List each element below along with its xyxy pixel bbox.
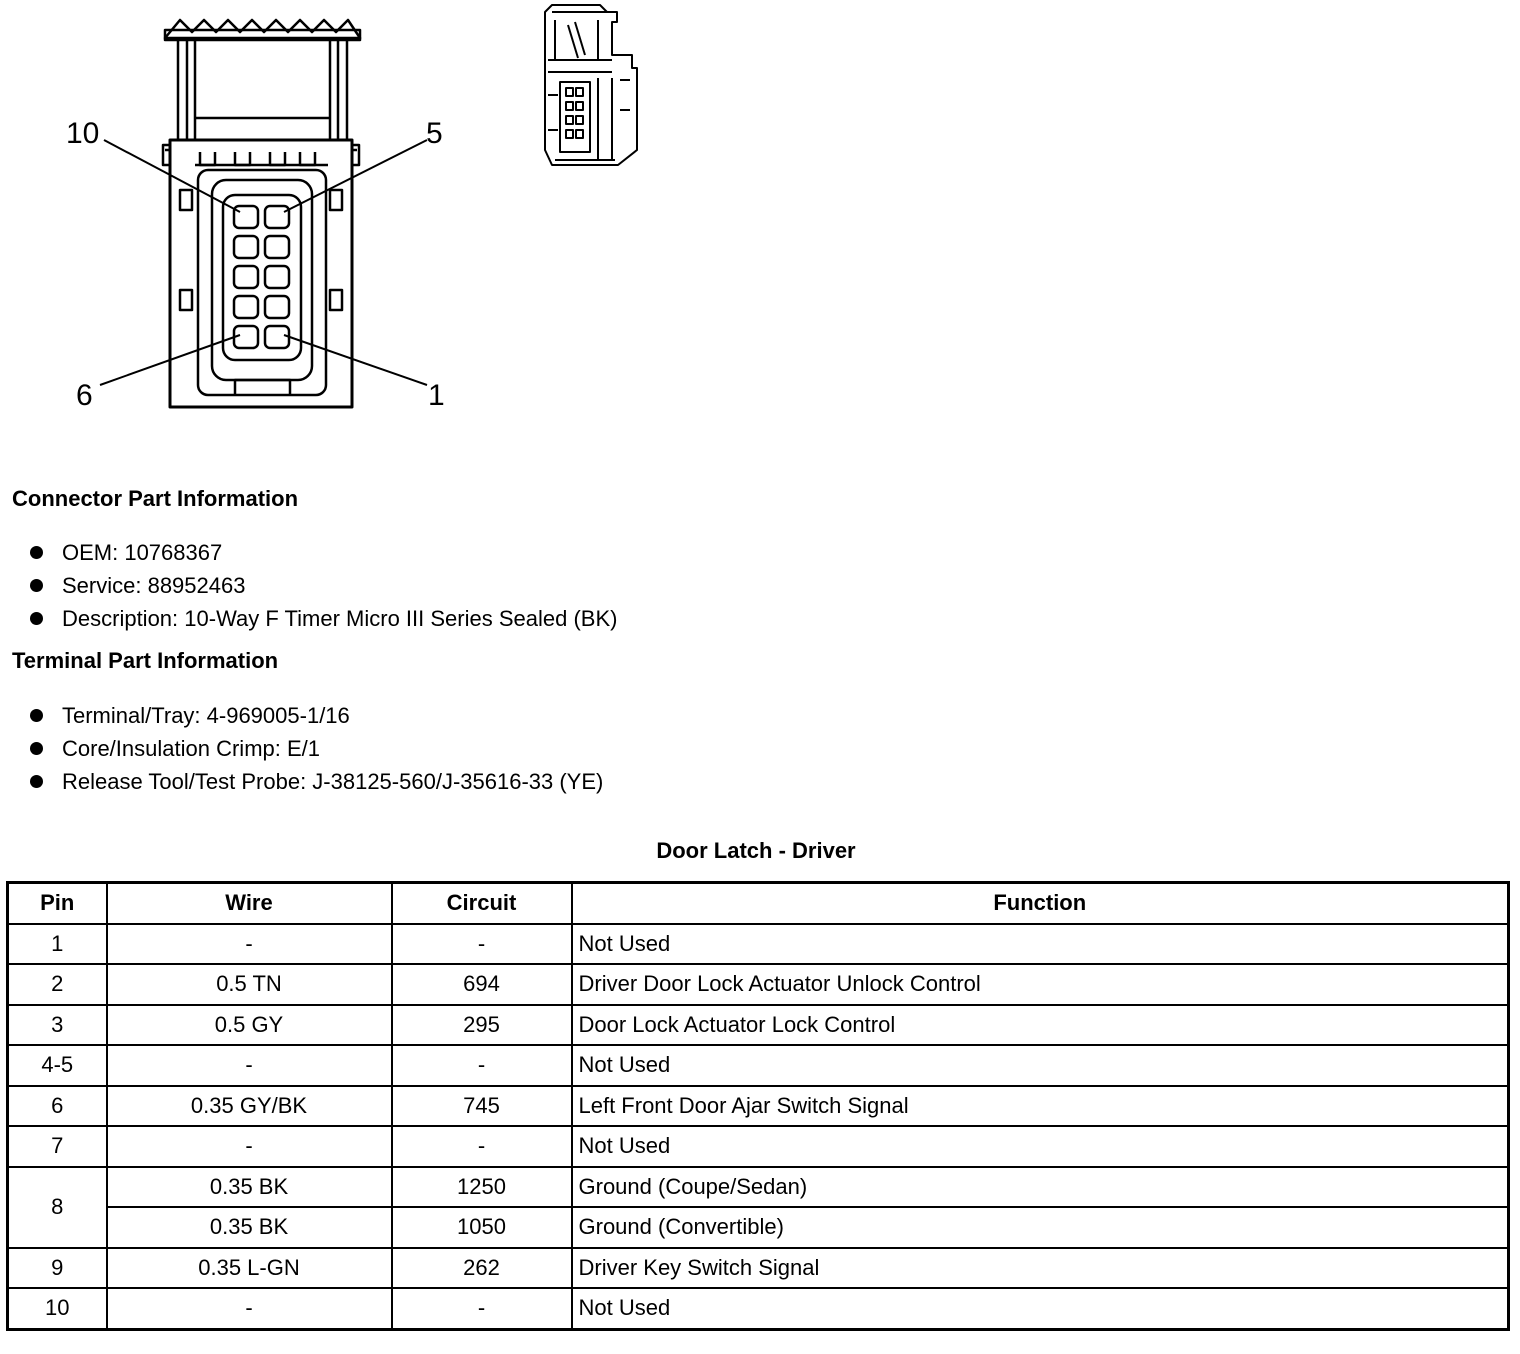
cell-wire: - (107, 1045, 392, 1086)
cell-function: Door Lock Actuator Lock Control (572, 1005, 1509, 1046)
table-row (8, 924, 1509, 965)
cell-function: Left Front Door Ajar Switch Signal (572, 1086, 1509, 1127)
cell-pin: 1 (8, 924, 107, 965)
table-row (8, 964, 1509, 1005)
cell-circuit: 694 (392, 964, 572, 1005)
cell-function: Ground (Coupe/Sedan) (572, 1167, 1509, 1208)
header-circuit: Circuit (392, 883, 572, 924)
list-item: Release Tool/Test Probe: J-38125-560/J-35616-33 (YE) (28, 765, 603, 798)
pinout-table (6, 881, 1510, 1331)
connector-side-view (545, 5, 637, 165)
terminal-info-list (28, 699, 603, 798)
table-row (8, 1005, 1509, 1046)
header-wire: Wire (107, 883, 392, 924)
cell-circuit: - (392, 924, 572, 965)
cell-wire: 0.35 BK (107, 1207, 392, 1248)
cell-circuit: 295 (392, 1005, 572, 1046)
pin-label-5: 5 (426, 117, 443, 150)
connector-info-title: Connector Part Information (12, 486, 299, 511)
cell-circuit: 262 (392, 1248, 572, 1289)
table-row (8, 1248, 1509, 1289)
cell-function: Driver Door Lock Actuator Unlock Control (572, 964, 1509, 1005)
cell-function: Ground (Convertible) (572, 1207, 1509, 1248)
pin-label-1: 1 (428, 379, 445, 412)
list-item: OEM: 10768367 (28, 536, 617, 569)
cell-wire: 0.5 TN (107, 964, 392, 1005)
header-function: Function (572, 883, 1509, 924)
list-item: Service: 88952463 (28, 569, 617, 602)
table-row (8, 1086, 1509, 1127)
cell-wire: - (107, 924, 392, 965)
pin-label-6: 6 (76, 379, 93, 412)
cell-circuit: 745 (392, 1086, 572, 1127)
cell-circuit: - (392, 1288, 572, 1329)
cell-pin: 10 (8, 1288, 107, 1329)
cell-function: Not Used (572, 1045, 1509, 1086)
cell-circuit: 1250 (392, 1167, 572, 1208)
cell-pin: 7 (8, 1126, 107, 1167)
cell-circuit: 1050 (392, 1207, 572, 1248)
table-caption: Door Latch - Driver (656, 838, 856, 863)
list-item: Description: 10-Way F Timer Micro III Series Sealed (BK) (28, 602, 617, 635)
cell-pin: 4-5 (8, 1045, 107, 1086)
cell-wire: 0.35 L-GN (107, 1248, 392, 1289)
table-row (8, 1288, 1509, 1329)
cell-wire: 0.35 GY/BK (107, 1086, 392, 1127)
cell-function: Not Used (572, 1126, 1509, 1167)
cell-wire: - (107, 1126, 392, 1167)
cell-pin: 3 (8, 1005, 107, 1046)
terminal-info-title: Terminal Part Information (12, 648, 279, 673)
table-row (8, 1126, 1509, 1167)
cell-pin: 2 (8, 964, 107, 1005)
cell-wire: 0.5 GY (107, 1005, 392, 1046)
connector-face-view (163, 20, 360, 407)
cell-circuit: - (392, 1126, 572, 1167)
table-row (8, 1167, 1509, 1208)
table-row (8, 1045, 1509, 1086)
cell-circuit: - (392, 1045, 572, 1086)
cell-pin: 8 (8, 1167, 107, 1248)
list-item: Terminal/Tray: 4-969005-1/16 (28, 699, 603, 732)
cell-pin: 6 (8, 1086, 107, 1127)
cell-wire: 0.35 BK (107, 1167, 392, 1208)
pin-label-10: 10 (66, 117, 100, 150)
cell-function: Not Used (572, 1288, 1509, 1329)
table-header-row (8, 883, 1509, 924)
list-item: Core/Insulation Crimp: E/1 (28, 732, 603, 765)
header-pin: Pin (8, 883, 107, 924)
pin-leader-lines (100, 140, 427, 385)
cell-pin: 9 (8, 1248, 107, 1289)
connector-diagram (0, 0, 700, 420)
cell-function: Not Used (572, 924, 1509, 965)
connector-info-list (28, 536, 617, 635)
cell-function: Driver Key Switch Signal (572, 1248, 1509, 1289)
cell-wire: - (107, 1288, 392, 1329)
table-row (8, 1207, 1509, 1248)
